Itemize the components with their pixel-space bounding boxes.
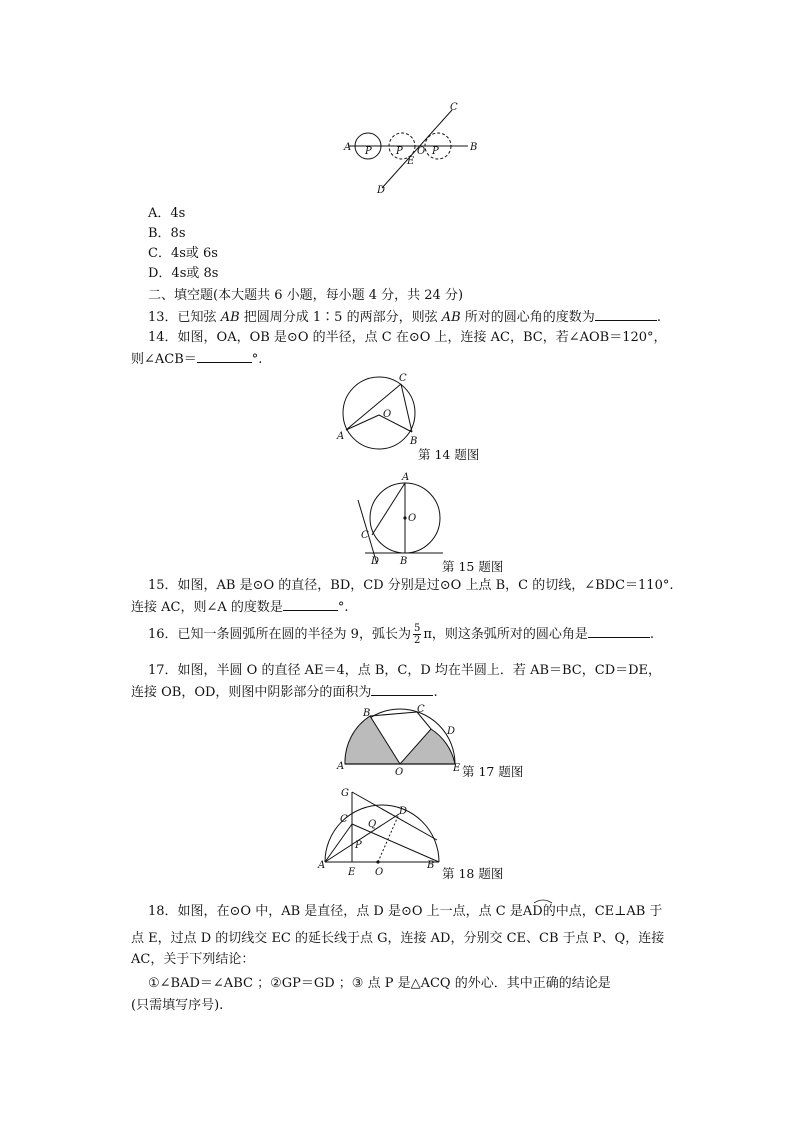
label-G: G — [341, 788, 349, 799]
question-17-line1: 17．如图，半圆 O 的直径 AE＝4，点 B，C，D 均在半圆上．若 AB＝BC，CD＝DE， — [148, 663, 662, 678]
label-E: E — [407, 156, 415, 167]
label-D: D — [371, 556, 380, 567]
label-P3: P — [432, 146, 439, 157]
label-C: C — [361, 530, 369, 541]
caption-fig18: 第 18 题图 — [442, 866, 504, 881]
label-P2: P — [396, 146, 403, 157]
caption-fig17: 第 17 题图 — [462, 764, 524, 779]
question-14-line2: 则∠ACB＝ °. — [131, 352, 263, 367]
answer-blank-17[interactable] — [371, 683, 433, 696]
label-P1: P — [365, 146, 372, 157]
label-C: C — [340, 814, 348, 825]
label-O: O — [395, 767, 404, 778]
question-13: 13．已知弦 AB 把圆周分成 1∶5 的两部分，则弦 AB 所对的圆心角的度数为 . — [148, 310, 661, 325]
label-O: O — [408, 513, 417, 524]
question-18-line4: ①∠BAD＝∠ABC ；②GP＝GD ；③ 点 P 是△ACQ 的外心．其中正确的结论是 — [148, 976, 611, 991]
answer-blank-14[interactable] — [197, 350, 252, 363]
option-c[interactable]: C．4s或 6s — [148, 246, 218, 261]
arc-mark-AD — [533, 898, 553, 904]
label-A: A — [318, 860, 326, 871]
label-D: D — [447, 726, 456, 737]
label-B: B — [400, 556, 408, 567]
label-C: C — [417, 704, 425, 715]
question-18-line1: 18．如图，在⊙O 中，AB 是直径，点 D 是⊙O 上一点，点 C 是AD的中点，CE⊥AB 于 — [148, 904, 663, 919]
label-P: P — [355, 840, 362, 851]
label-Q: Q — [368, 819, 377, 830]
question-18-line2: 点 E，过点 D 的切线交 EC 的延长线于点 G，连接 AD，分别交 CE、CB 于点 P、Q，连接 — [131, 931, 665, 946]
label-C: C — [450, 102, 458, 113]
label-A: A — [402, 472, 410, 483]
label-C: C — [399, 373, 407, 384]
figure-14 — [330, 370, 430, 460]
figure-18 — [315, 784, 445, 879]
answer-blank-15[interactable] — [283, 598, 338, 611]
label-E: E — [453, 763, 461, 774]
label-B: B — [427, 860, 435, 871]
question-18-line3: AC，关于下列结论： — [131, 952, 255, 967]
label-A: A — [337, 431, 345, 442]
label-D: D — [377, 185, 386, 196]
label-O: O — [417, 146, 426, 157]
label-A: A — [337, 761, 345, 772]
caption-fig14: 第 14 题图 — [418, 447, 480, 462]
label-B: B — [470, 142, 478, 153]
caption-fig15: 第 15 题图 — [442, 559, 504, 574]
question-18-line5: (只需填写序号). — [131, 998, 224, 1013]
label-E: E — [348, 867, 356, 878]
question-17-line2: 连接 OB，OD，则图中阴影部分的面积为 . — [131, 685, 438, 700]
figure-15 — [355, 470, 450, 570]
answer-blank-13[interactable] — [595, 308, 657, 321]
option-d[interactable]: D．4s或 8s — [148, 266, 219, 281]
label-B: B — [410, 436, 418, 447]
label-O: O — [375, 867, 384, 878]
option-b[interactable]: B．8s — [148, 226, 186, 241]
label-B: B — [363, 708, 371, 719]
figure-top-moving-circle — [340, 100, 490, 195]
answer-blank-16[interactable] — [588, 625, 650, 638]
label-D: D — [399, 806, 408, 817]
figure-17 — [335, 702, 465, 777]
question-14-line1: 14．如图，OA，OB 是⊙O 的半径，点 C 在⊙O 上，连接 AC，BC，若∠AOB＝120°， — [148, 330, 667, 345]
label-A: A — [344, 142, 352, 153]
question-15-line2: 连接 AC，则∠A 的度数是 °. — [131, 600, 349, 615]
option-a[interactable]: A．4s — [148, 206, 186, 221]
section-heading: 二、填空题(本大题共 6 小题，每小题 4 分，共 24 分) — [148, 288, 464, 303]
question-15-line1: 15．如图，AB 是⊙O 的直径，BD，CD 分别是过⊙O 上点 B，C 的切线，∠BDC＝110°. — [148, 578, 674, 593]
label-O: O — [383, 409, 392, 420]
question-16: 16．已知一条圆弧所在圆的半径为 9，弧长为 $\frac{5}{2}$ π，则这条弧所对的圆心角是 . — [148, 623, 655, 646]
